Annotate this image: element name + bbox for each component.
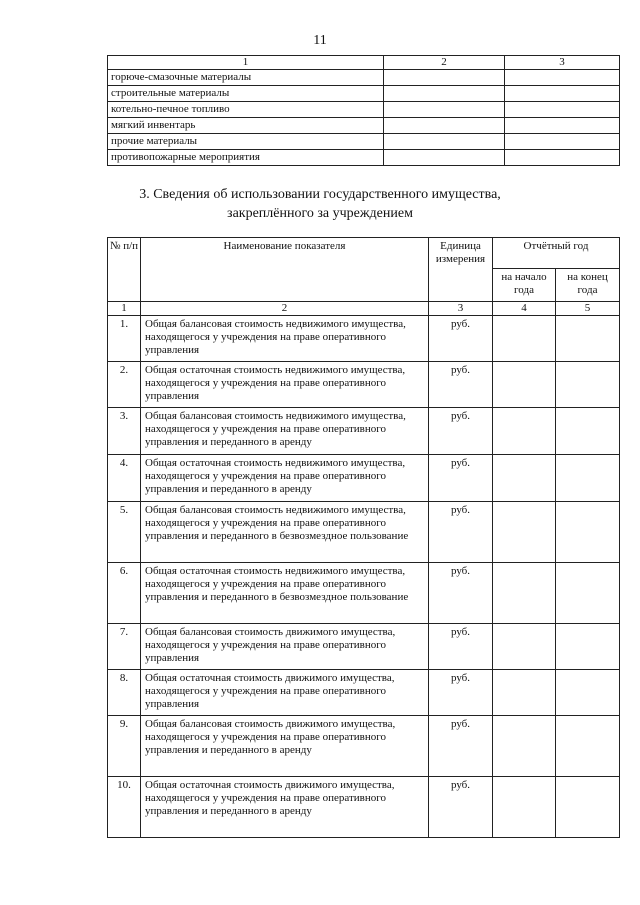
year-start-value[interactable]	[493, 624, 556, 670]
indicator-name: Общая остаточная стоимость движимого имущества, находящегося у учреждения на праве оперативного управления и переданного в аренду	[141, 777, 429, 838]
row-number: 6.	[108, 563, 141, 624]
property-table	[107, 237, 620, 838]
row-number: 5.	[108, 502, 141, 563]
year-start-value[interactable]	[493, 670, 556, 716]
column-number-2: 2	[384, 56, 505, 70]
property-row	[108, 716, 620, 777]
unit-cell: руб.	[429, 502, 493, 563]
row-number: 2.	[108, 362, 141, 408]
header-indicator-name: Наименование показателя	[141, 238, 429, 302]
materials-row	[108, 118, 620, 134]
row-number: 9.	[108, 716, 141, 777]
value-cell[interactable]	[384, 86, 505, 102]
row-number: 7.	[108, 624, 141, 670]
material-name: котельно-печное топливо	[108, 102, 384, 118]
materials-table	[107, 55, 620, 166]
column-number-3: 3	[505, 56, 620, 70]
property-row	[108, 362, 620, 408]
value-cell[interactable]	[505, 134, 620, 150]
row-number: 8.	[108, 670, 141, 716]
value-cell[interactable]	[384, 150, 505, 166]
year-start-value[interactable]	[493, 362, 556, 408]
year-end-value[interactable]	[556, 563, 620, 624]
indicator-name: Общая остаточная стоимость недвижимого имущества, находящегося у учреждения на праве оперативного управления и переданного в безвозмездное пользование	[141, 563, 429, 624]
indicator-name: Общая остаточная стоимость движимого имущества, находящегося у учреждения на праве оперативного управления	[141, 670, 429, 716]
header-reporting-year: Отчётный год	[493, 238, 620, 269]
indicator-name: Общая балансовая стоимость недвижимого имущества, находящегося у учреждения на праве оперативного управления и переданного в аренду	[141, 408, 429, 455]
year-start-value[interactable]	[493, 502, 556, 563]
material-name: прочие материалы	[108, 134, 384, 150]
property-row	[108, 408, 620, 455]
header-unit: Единица измерения	[429, 238, 493, 302]
indicator-name: Общая балансовая стоимость движимого имущества, находящегося у учреждения на праве оперативного управления и переданного в аренду	[141, 716, 429, 777]
value-cell[interactable]	[384, 134, 505, 150]
unit-cell: руб.	[429, 408, 493, 455]
row-number: 3.	[108, 408, 141, 455]
unit-cell: руб.	[429, 670, 493, 716]
column-number: 1	[108, 302, 141, 316]
column-number: 3	[429, 302, 493, 316]
column-number: 5	[556, 302, 620, 316]
header-year-start: на начало года	[493, 269, 556, 302]
material-name: противопожарные мероприятия	[108, 150, 384, 166]
year-end-value[interactable]	[556, 362, 620, 408]
column-numbers-row	[108, 302, 620, 316]
materials-row	[108, 102, 620, 118]
property-table-header	[108, 238, 620, 269]
year-start-value[interactable]	[493, 777, 556, 838]
section-title	[0, 185, 640, 223]
property-row	[108, 563, 620, 624]
materials-row	[108, 86, 620, 102]
indicator-name: Общая балансовая стоимость недвижимого имущества, находящегося у учреждения на праве оперативного управления и переданного в безвозмездное пользование	[141, 502, 429, 563]
year-end-value[interactable]	[556, 316, 620, 362]
year-start-value[interactable]	[493, 408, 556, 455]
section-title-line-1: 3. Сведения об использовании государственного имущества,	[139, 187, 501, 202]
indicator-name: Общая остаточная стоимость недвижимого имущества, находящегося у учреждения на праве оперативного управления	[141, 362, 429, 408]
page-number: 11	[313, 33, 327, 48]
property-row	[108, 777, 620, 838]
unit-cell: руб.	[429, 316, 493, 362]
materials-row	[108, 150, 620, 166]
value-cell[interactable]	[384, 118, 505, 134]
year-end-value[interactable]	[556, 777, 620, 838]
unit-cell: руб.	[429, 563, 493, 624]
property-row	[108, 316, 620, 362]
section-title-line-2: закреплённого за учреждением	[227, 206, 413, 221]
column-number: 2	[141, 302, 429, 316]
header-year-end: на конец года	[556, 269, 620, 302]
value-cell[interactable]	[384, 70, 505, 86]
unit-cell: руб.	[429, 455, 493, 502]
materials-table-header	[108, 56, 620, 70]
year-end-value[interactable]	[556, 502, 620, 563]
year-end-value[interactable]	[556, 455, 620, 502]
indicator-name: Общая балансовая стоимость недвижимого имущества, находящегося у учреждения на праве оперативного управления	[141, 316, 429, 362]
year-start-value[interactable]	[493, 316, 556, 362]
materials-row	[108, 70, 620, 86]
property-row	[108, 455, 620, 502]
value-cell[interactable]	[505, 70, 620, 86]
property-row	[108, 502, 620, 563]
materials-row	[108, 134, 620, 150]
material-name: мягкий инвентарь	[108, 118, 384, 134]
header-number: № п/п	[108, 238, 141, 302]
row-number: 4.	[108, 455, 141, 502]
year-end-value[interactable]	[556, 408, 620, 455]
year-end-value[interactable]	[556, 670, 620, 716]
property-row	[108, 670, 620, 716]
indicator-name: Общая балансовая стоимость движимого имущества, находящегося у учреждения на праве оперативного управления	[141, 624, 429, 670]
column-number-1: 1	[108, 56, 384, 70]
property-row	[108, 624, 620, 670]
indicator-name: Общая остаточная стоимость недвижимого имущества, находящегося у учреждения на праве оперативного управления и переданного в аренду	[141, 455, 429, 502]
year-end-value[interactable]	[556, 624, 620, 670]
year-start-value[interactable]	[493, 716, 556, 777]
value-cell[interactable]	[505, 102, 620, 118]
unit-cell: руб.	[429, 777, 493, 838]
value-cell[interactable]	[505, 150, 620, 166]
unit-cell: руб.	[429, 362, 493, 408]
unit-cell: руб.	[429, 624, 493, 670]
value-cell[interactable]	[505, 118, 620, 134]
material-name: строительные материалы	[108, 86, 384, 102]
year-end-value[interactable]	[556, 716, 620, 777]
year-start-value[interactable]	[493, 455, 556, 502]
value-cell[interactable]	[384, 102, 505, 118]
row-number: 10.	[108, 777, 141, 838]
unit-cell: руб.	[429, 716, 493, 777]
material-name: горюче-смазочные материалы	[108, 70, 384, 86]
row-number: 1.	[108, 316, 141, 362]
value-cell[interactable]	[505, 86, 620, 102]
column-number: 4	[493, 302, 556, 316]
year-start-value[interactable]	[493, 563, 556, 624]
